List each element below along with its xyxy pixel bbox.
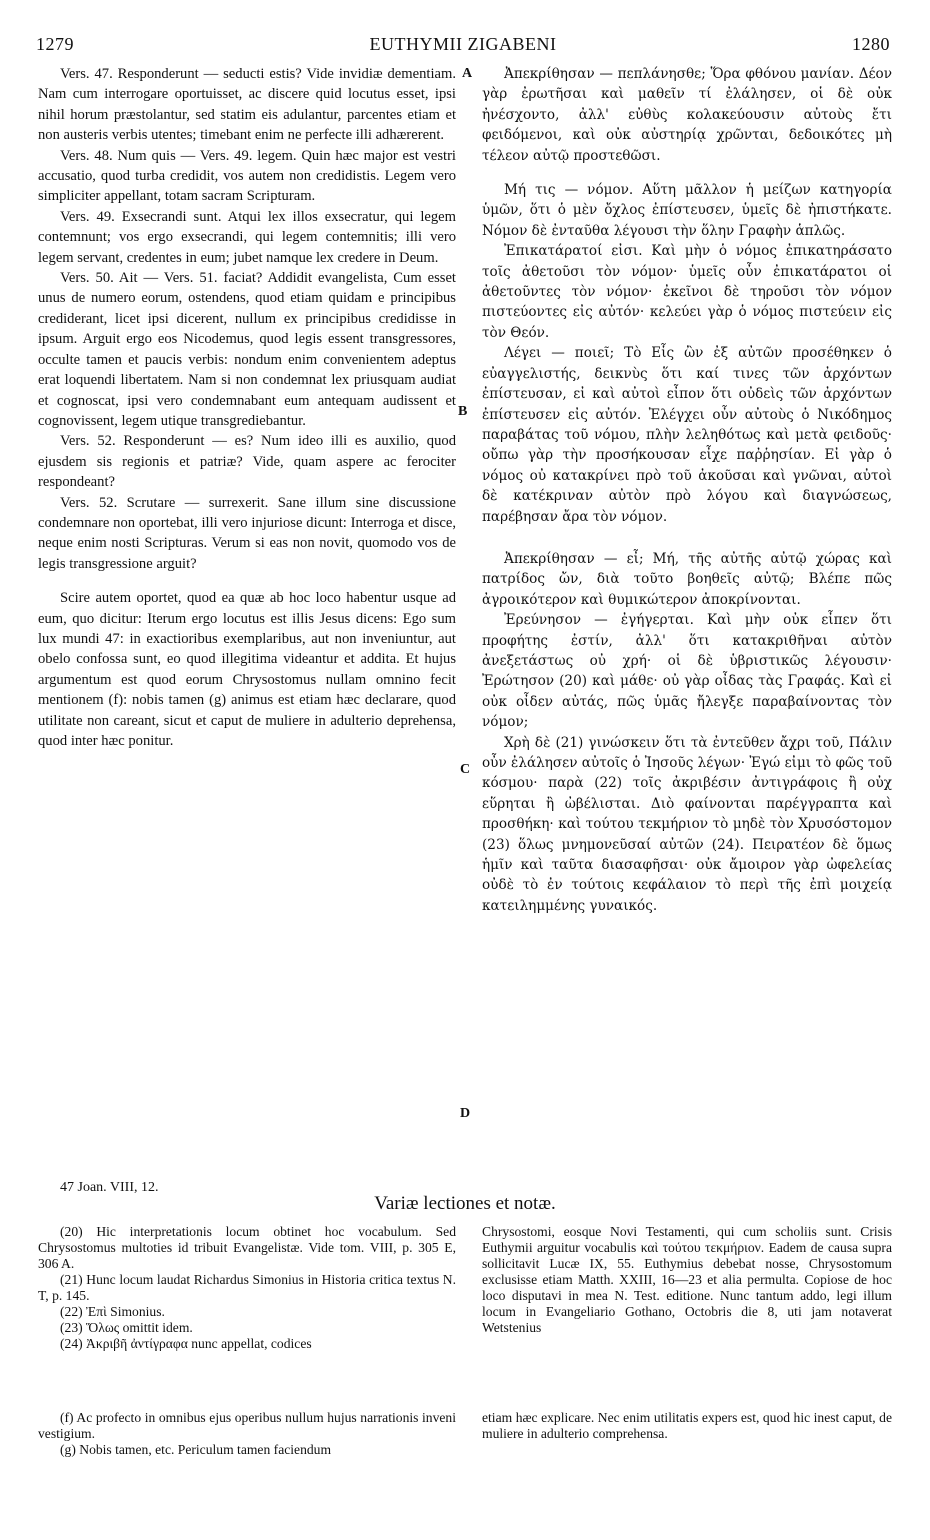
greek-paragraph: Ἐρεύνησον — ἐγήγερται. Καὶ μὴν οὐκ εἶπεν ὅτι προφήτης ἐστίν, ἀλλ' ὅτι κατακριθῆναι αὐτὸν ἀνεξετάστως οὐ χρή· οἱ δὲ ὑβριστικῶς λέγουσιν· Ἐρώτησον (20) καὶ μάθε· οὐ γὰρ οἶδας τὰς Γραφάς. Καὶ εἰ οὐκ οἶδεν αὐτάς, πῶς ὑμᾶς ἤλεγξε παραβαίνοντας τὸν νόμον; <box>482 612 892 731</box>
note-item: (g) Nobis tamen, etc. Periculum tamen faciendum <box>60 1442 332 1457</box>
running-header <box>36 34 890 58</box>
note-item: (20) Hic interpretationis locum obtinet hoc vocabulum. Sed Chrysostomus multoties id tribuit Evangelistæ. Vide tom. VIII, p. 305 E, 306 A. <box>38 1224 456 1271</box>
latin-paragraph: Vers. 49. Exsecrandi sunt. Atqui lex illos exsecratur, qui legem contemnunt; vos ergo exsecrandi, qui legem contemnitis; illi vero legem servant, credentes in eum; jubet namque lex credere in Deum. <box>38 208 456 266</box>
greek-paragraph: Μή τις — νόμον. Αὕτη μᾶλλον ἡ μείζων κατηγορία ὑμῶν, ὅτι ὁ μὲν ὄχλος ἐπίστευσεν, ὑμεῖς δὲ ἠπιστήκατε. Νόμον δὲ ἐνταῦθα λέγουσι τὴν ὅλην Γραφὴν ἁπλῶς. <box>482 182 892 239</box>
notes2-left-column <box>38 1410 456 1458</box>
note-item: (22) Ἐπὶ Simonius. <box>60 1304 165 1319</box>
running-title: EUTHYMII ZIGABENI <box>369 34 557 54</box>
note-continuation: etiam hæc explicare. Nec enim utilitatis expers est, quod hic inest caput, de muliere in adulterio comprehensa. <box>482 1410 892 1441</box>
note-item: (24) Ἀκριβῆ ἀντίγραφα nunc appellat, codices <box>60 1336 312 1351</box>
latin-paragraph: Vers. 52. Scrutare — surrexerit. Sane illum sine discussione condemnare non oportebat, illi vero injuriose dicunt: Interroga et disce, neque enim nosti Scripturas. Verum si eas non novit, quomodo vos de legis transgressione arguit? <box>38 494 456 572</box>
greek-paragraph: Ἐπικατάρατοί εἰσι. Καὶ μὴν ὁ νόμος ἐπικατηράσατο τοῖς ἀθετοῦσι τὸν νόμον· ὑμεῖς οὖν ἐπικατάρατοι οἱ ἀθετοῦντες τὸν νόμον· ἐκεῖνοι δὲ τηροῦσι τὸν νόμον πιστεύοντες εἰς αὐτόν· κελεύει γὰρ ὁ νόμος πιστεύειν εἰς τὸν Θεόν. <box>482 243 892 341</box>
greek-paragraph: Ἀπεκρίθησαν — πεπλάνησθε; Ὅρα φθόνου μανίαν. Δέον γὰρ ἐρωτῆσαι καὶ μαθεῖν τί ἐλάλησεν, οἱ δὲ οὐκ ἠνέσχοντο, ἀλλ' εὐθὺς κολακεύουσιν αὐτοὺς ἔτι φειδόμενοι, καὶ οὐκ αὐστηρίᾳ χρῶνται, δεδοικότες μὴ τέλεον αὐτῷ προστεθῶσι. <box>482 66 892 164</box>
greek-column <box>482 64 892 916</box>
margin-letter-c: C <box>460 762 471 777</box>
latin-paragraph: Vers. 47. Responderunt — seducti estis? Vide invidiæ dementiam. Nam cum interrogare oportuisset, ac discere quid locutus esset, ipsi nihil horum præstolantur, sed statim eis adulantur, parcentes etiam et non austeris verbis utentes; timebant enim ne perfecte illi adhærerent. <box>38 66 456 144</box>
note-continuation: Chrysostomi, eosque Novi Testamenti, qui cum scholiis sunt. Crisis Euthymii arguitur vocabulis καὶ τούτου τεκμήριον. Eadem de causa supra sollicitavit Lucæ IX, 55. Euthymius debebat nosse, Chrysostomum exclusisse etiam Matth. XXIII, 16—23 et alia permulta. Copiose de hoc loco disputavi in mea N. Test. editione. Nunc tantum addo, legi illum locum in Evangeliario Gothano, Octobris die 8, uti jam notaverat Wetstenius <box>482 1224 892 1335</box>
latin-paragraph: Vers. 52. Responderunt — es? Num ideo illi es auxilio, quod ejusdem sis regionis et patriæ? Vide, quam aspere ac ferociter respondeant? <box>38 433 456 491</box>
notes-left-column <box>38 1224 456 1352</box>
latin-paragraph: Scire autem oportet, quod ea quæ ab hoc loco habentur usque ad eum, quo dicitur: Iterum ergo locutus est illis Jesus dicens: Ego sum lux mundi 47: in exactioribus exemplaribus, aut non inveniuntur, aut obelo confossa sunt, eo quod illegitima videantur et addita. Et hujus argumentum est quod eorum Chrysostomus nullam omnino fecit mentionem (f): nobis tamen (g) animus est etiam hæc declarare, quod utilitate non careant, sicut et caput de muliere in adulterio deprehensa, quod inter hæc ponitur. <box>38 590 456 749</box>
footnote-47: 47 Joan. VIII, 12. <box>60 1180 159 1195</box>
greek-paragraph: Χρὴ δὲ (21) γινώσκειν ὅτι τὰ ἐντεῦθεν ἄχρι τοῦ, Πάλιν οὖν ἐλάλησεν αὐτοῖς ὁ Ἰησοῦς λέγων· Ἐγώ εἰμι τὸ φῶς τοῦ κόσμου· παρὰ (22) τοῖς ἀκριβέσιν ἀντιγράφοις ἢ οὐχ εὕρηται ἢ ὠβέλισται. Διὸ φαίνονται παρέγγραπτα καὶ προσθήκη· καὶ τούτου τεκμήριον τὸ μηδὲ τὸν Χρυσόστομον (23) ὅλως μνημονεῦσαί αὐτῶν (24). Πειρατέον δὲ ὅμως ἡμῖν καὶ ταῦτα διασαφῆσαι· οὐκ ἄμοιρον γὰρ ὠφελείας οὐδὲ τὸ ἐν τούτοις κεφάλαιον τὸ περὶ τῆς ἐπὶ μοιχείᾳ κατειλημμένης γυναικός. <box>482 734 892 914</box>
note-item: (23) Ὅλως omittit idem. <box>60 1320 193 1335</box>
notes2-right-column <box>482 1410 892 1442</box>
note-item: (f) Ac profecto in omnibus ejus operibus nullum hujus narrationis inveni vestigium. <box>38 1410 456 1441</box>
page-number-right: 1280 <box>852 34 890 54</box>
margin-letter-d: D <box>460 1106 471 1121</box>
variae-lectiones-title: Variæ lectiones et notæ. <box>374 1193 556 1214</box>
notes-right-column <box>482 1224 892 1336</box>
latin-paragraph: Vers. 50. Ait — Vers. 51. faciat? Addidit evangelista, Cum esset unus de numero eorum, ostendens, quod etiam quidam e principibus crediderant, licet ipsi dicerent, nullum ex principibus credidisse in ipsum. Arguit ergo eos Nicodemus, quod legis essent transgressores, occulte tamen et paucis verbis: nondum enim convenientem adeptus erat loquendi libertatem. Nam si non condemnat lex priusquam audiat et cognoscat, ipsi vero condemnabant eum antequam audissent et cognovissent, legem utique transgrediebantur. <box>38 270 456 429</box>
greek-paragraph: Ἀπεκρίθησαν — εἶ; Μή, τῆς αὐτῆς αὐτῷ χώρας καὶ πατρίδος ὤν, διὰ τοῦτο βοηθεῖς αὐτῷ; Βλέπε πῶς ἀγροικότερον καὶ θυμικώτερον ἀποκρίνονται. <box>482 550 892 608</box>
margin-letter-a: A <box>462 66 473 81</box>
greek-paragraph: Λέγει — ποιεῖ; Τὸ Εἷς ὢν ἐξ αὐτῶν προσέθηκεν ὁ εὐαγγελιστής, δεικνὺς ὅτι καί τινες τῶν ἀρχόντων ἐπίστευσαν, εἰ καὶ αὐτοὶ εἶπον ὅτι οὐδεὶς τῶν ἀρχόντων ἐπίστευσεν εἰς αὐτόν. Ἐλέγχει οὖν αὐτοὺς ὁ Νικόδημος παραβάτας τοῦ νόμου, πλὴν λεληθότως καὶ μετὰ φειδοῦς· οὔπω γὰρ τὴν προσήκουσαν εἶχε παῤῥησίαν. Εἰ γὰρ ὁ νόμος οὐ κατακρίνει πρὸ τοῦ ἀκοῦσαι καὶ γνῶναι, αὐτοὶ δὲ κατέκριναν αὐτὸν πρὸ λόγου καὶ διαγνώσεως, παρέβησαν ἄρα τὸν νόμον. <box>482 345 892 525</box>
margin-letter-b: B <box>458 404 468 419</box>
latin-column <box>38 64 456 751</box>
page-number-left: 1279 <box>36 34 74 54</box>
latin-paragraph: Vers. 48. Num quis — Vers. 49. legem. Quin hæc major est vestri accusatio, quod turba credidit, vos autem non credidistis. Legem vero simpliciter appellant, totam sacram Scripturam. <box>38 147 456 205</box>
note-item: (21) Hunc locum laudat Richardus Simonius in Historia critica textus N. T, p. 145. <box>38 1272 456 1303</box>
